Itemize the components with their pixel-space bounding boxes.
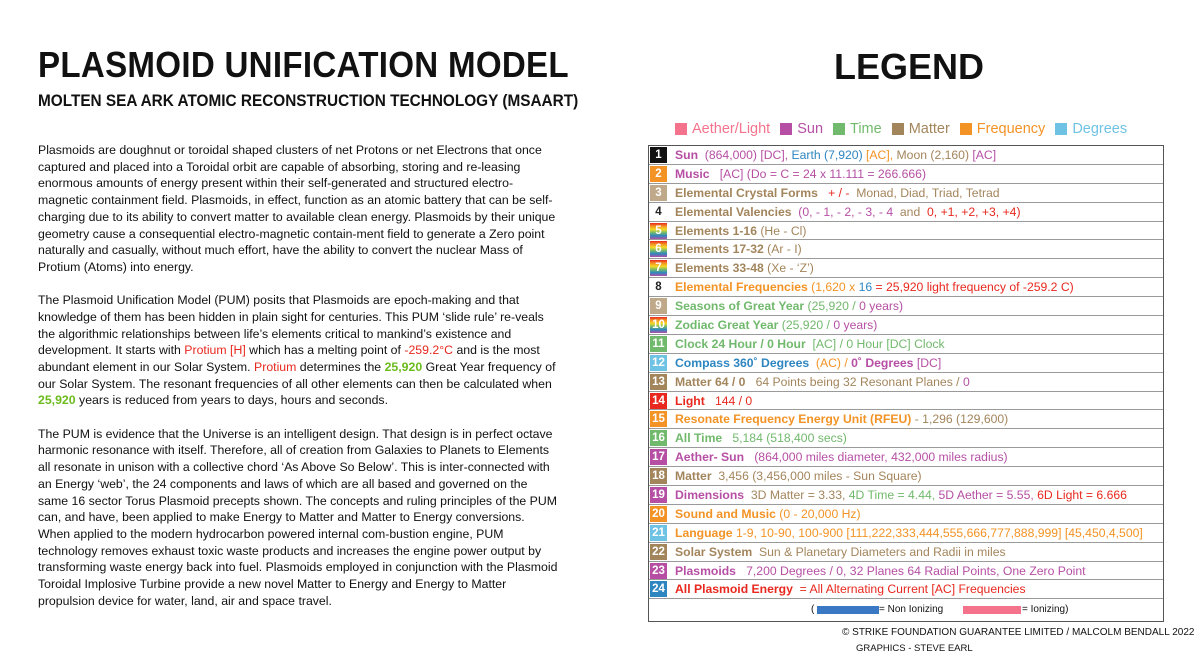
color-swatch [780, 123, 792, 135]
row-number-badge: 9 [650, 298, 667, 314]
row-text-segment: (25,920 / [804, 299, 860, 314]
legend-row [649, 316, 1163, 335]
row-text-segment: Clock 24 Hour / 0 Hour [675, 336, 806, 351]
row-text-segment: [DC] [913, 355, 942, 370]
row-text-segment: and [899, 204, 928, 219]
row-text-segment: (864,000 miles diameter, 432,000 miles radius) [744, 450, 1008, 465]
row-text-segment: [AC] [972, 148, 997, 162]
highlight-great-year: 25,920 [384, 360, 423, 375]
row-number-badge: 19 [650, 487, 667, 503]
legend-row [649, 543, 1163, 562]
row-number-badge: 22 [650, 544, 667, 560]
legend-key-item [1055, 121, 1127, 137]
row-number-badge: 13 [650, 374, 667, 390]
paragraph-3: The PUM is evidence that the Universe is an intelligent design. That design is in perfect octave harmonic resonance with itself. Therefore, all of creation from Galaxies to Planets to Elements all resonate in unison with a collective chord ‘As Above So Below’. This is inter-connected with an Energy ‘web’, the 24 components and laws of which are all based and governed on the same 16 sector Torus Plasmoid precepts shown. The concepts and ruling principles of the PUM can, and have, been applied to make Energy to Matter and Matter to Energy conversions. When applied to the modern hydrocarbon powered internal com-bustion engine, PUM technology removes exhaust toxic waste products and increases the engine power output by transforming waste energy back into fuel. Plasmoids employed in conjunction with the Plasmoid Toroidal Implosive Turbine provide a new novel Matter to Energy and Energy to Matter propulsion device for water, land, air and space travel. [38, 426, 558, 608]
legend-row [649, 448, 1163, 467]
legend-row [649, 240, 1163, 259]
legend-row [649, 410, 1163, 429]
row-text-segment: (1,620 x [807, 280, 859, 295]
color-swatch [960, 123, 972, 135]
row-number-badge: 18 [650, 468, 667, 484]
row-text-segment: (AC) / [809, 355, 852, 370]
row-text-segment: (25,920 / [778, 318, 834, 333]
row-text [675, 429, 847, 447]
non-ionizing-swatch [817, 606, 879, 614]
row-text-segment: (0 - 20,000 Hz) [775, 506, 861, 521]
text-run: and is the most abundant element in our Solar System. [38, 343, 540, 375]
non-ionizing-label: = Non Ionizing [879, 604, 944, 616]
row-text-segment: All Time [675, 431, 723, 446]
row-text-segment: Moon (2,160) [896, 148, 973, 162]
row-text [675, 240, 802, 258]
legend-key-item [833, 121, 882, 137]
row-text-segment: Resonate Frequency Energy Unit (RFEU) [675, 412, 912, 427]
row-text-segment: 5,184 (518,400 secs) [722, 431, 847, 446]
row-number-badge: 20 [650, 506, 667, 522]
row-text-segment: Music [675, 166, 710, 181]
legend-row [649, 335, 1163, 354]
row-text [675, 297, 903, 315]
highlight-temperature: -259.2°C [404, 343, 454, 358]
row-text-segment: 3D Matter = 3.33, [744, 488, 849, 503]
row-text-segment: Elements 33-48 [675, 261, 764, 276]
row-number-badge: 4 [650, 204, 667, 220]
text-run: which has a melting point of [245, 343, 405, 358]
row-text [675, 165, 926, 183]
legend-key-item [892, 121, 950, 137]
footer-open-paren: ( [811, 604, 815, 616]
highlight-protium-h: Protium [H] [184, 343, 246, 358]
color-swatch [833, 123, 845, 135]
row-text-segment: (0, - 1, - 2, - 3, - 4 [791, 204, 900, 219]
row-text-segment: Earth (7,920) [791, 148, 867, 162]
legend-key-item [675, 121, 770, 137]
row-number-badge: 7 [650, 260, 667, 276]
legend-key-label: Frequency [976, 121, 1046, 137]
row-text-segment: Monad, Diad, Triad, Tetrad [856, 185, 1000, 200]
legend-row [649, 297, 1163, 316]
row-text [675, 184, 1000, 202]
row-text-segment: 1-9, 10-90, 100-900 [111,222,333,444,555,666,777,888,999] [45,450,4,500] [732, 525, 1143, 540]
color-swatch [675, 123, 687, 135]
row-number-badge: 5 [650, 223, 667, 239]
legend-row [649, 562, 1163, 581]
row-text [675, 505, 861, 523]
row-text [675, 335, 945, 353]
row-text-segment: 64 Points being 32 Resonant Planes / [745, 374, 963, 389]
legend-row [649, 580, 1163, 599]
row-text [675, 354, 941, 372]
row-text [675, 448, 1008, 466]
legend-key-label: Sun [797, 121, 824, 137]
legend-row [649, 222, 1163, 241]
row-text-segment: 0, +1, +2, +3, +4) [927, 204, 1021, 219]
row-text [675, 222, 806, 240]
row-text-segment: Light [675, 393, 705, 408]
row-number-badge: 1 [650, 147, 667, 163]
legend-row [649, 146, 1163, 165]
row-number-badge: 8 [650, 279, 667, 295]
ionizing-label: = Ionizing) [1022, 604, 1069, 616]
row-text-segment: 144 / 0 [704, 393, 753, 408]
row-number-badge: 6 [650, 241, 667, 257]
row-text-segment: (864,000) [DC], [698, 148, 792, 162]
page-title: PLASMOID UNIFICATION MODEL [38, 44, 569, 85]
row-text [675, 486, 1127, 504]
row-text [675, 562, 1086, 580]
highlight-great-year-2: 25,920 [38, 393, 76, 408]
legend-row [649, 203, 1163, 222]
row-text-segment: Elemental Valencies [675, 204, 792, 219]
row-text-segment: Zodiac Great Year [675, 318, 779, 333]
row-number-badge: 10 [650, 317, 667, 333]
row-number-badge: 11 [650, 336, 667, 352]
row-text-segment: 0 years) [859, 299, 904, 314]
legend-row [649, 392, 1163, 411]
row-text [675, 410, 1008, 428]
row-text-segment: Elemental Crystal Forms [675, 185, 818, 200]
row-text-segment: Solar System [675, 544, 753, 559]
row-text-segment: Elemental Frequencies [675, 280, 808, 295]
row-number-badge: 12 [650, 355, 667, 371]
row-text-segment: 0˚ Degrees [851, 355, 914, 370]
legend-row [649, 373, 1163, 392]
row-number-badge: 23 [650, 563, 667, 579]
row-text-segment: Sun & Planetary Diameters and Radii in miles [752, 544, 1006, 559]
ionizing-key-row [649, 599, 1163, 621]
legend-row [649, 429, 1163, 448]
row-text [675, 316, 877, 334]
row-text [675, 467, 922, 485]
legend-key-label: Time [850, 121, 882, 137]
row-text-segment: 6D Light = 6.666 [1037, 488, 1127, 503]
row-text [675, 373, 970, 391]
text-run: The Plasmoid Unification Model (PUM) posits that Plasmoids are epoch-making and that knowledge of them has been hidden in plain sight for centuries. This PUM ‘slide rule’ re-veals the algorithmic relationships between life’s elements critical to mankind’s existence and development. It starts with [38, 293, 544, 358]
legend-key-label: Matter [908, 121, 950, 137]
row-text-segment: [AC], [866, 148, 897, 162]
row-text-segment: (Ar - I) [763, 242, 802, 257]
body-text [38, 142, 558, 626]
row-text-segment: - 1,296 (129,600) [911, 412, 1009, 427]
row-text [675, 146, 996, 164]
row-text-segment: Sound and Music [675, 506, 776, 521]
row-text [675, 203, 1021, 221]
text-run: years is reduced from years to days, hours and seconds. [75, 393, 388, 408]
legend-row [649, 524, 1163, 543]
legend-key-item [960, 121, 1046, 137]
row-text-segment: Matter [675, 469, 712, 484]
legend-key-label: Degrees [1072, 121, 1128, 137]
legend-row [649, 505, 1163, 524]
row-text [675, 543, 1006, 561]
row-text-segment: 0 years) [833, 318, 878, 333]
row-text-segment: 16 [858, 280, 873, 295]
row-text-segment: Plasmoids [675, 563, 736, 578]
row-text-segment: Sun [675, 148, 699, 162]
row-number-badge: 16 [650, 430, 667, 446]
row-number-badge: 3 [650, 185, 667, 201]
row-text-segment: + / - [817, 185, 857, 200]
legend-row [649, 259, 1163, 278]
row-text [675, 259, 814, 277]
legend-key-item [780, 121, 823, 137]
paragraph-1: Plasmoids are doughnut or toroidal shaped clusters of net Protons or net Electrons that once captured and placed into a Toroidal orbit are capable of absorbing, storing and re-leasing enormous amounts of energy present within their self-generated and structured electro-magnetic containment field. Plasmoids, in effect, function as an atomic battery that can be self-charging due to its ability to convert matter to available clean energy. Plasmoids by their unique geometry cause a consequential electro-magnetic contain-ment field to generate a Zero point naturally and casually, without much effort, have the ability to convert the nuclear Mass of Protium (Atoms) into energy. [38, 143, 556, 274]
row-text-segment: Compass 360˚ Degrees [675, 355, 810, 370]
row-text-segment: [AC] / 0 Hour [DC] Clock [805, 336, 945, 351]
row-text-segment: [AC] (Do = C = 24 x 11.111 = 266.666) [709, 166, 926, 181]
row-text-segment: (He - Cl) [756, 223, 807, 238]
row-number-badge: 21 [650, 525, 667, 541]
text-run: Great Year frequency of our Solar System. The resonant frequencies of all other elements can then be calculated when [38, 360, 556, 391]
row-text-segment: = 25,920 light frequency of -259.2 C) [872, 280, 1074, 295]
row-number-badge: 14 [650, 393, 667, 409]
graphics-credit: GRAPHICS - STEVE EARL [856, 643, 973, 654]
color-swatch [1055, 123, 1067, 135]
row-text-segment: (Xe - ‘Z’) [763, 261, 814, 276]
row-text [675, 278, 1074, 296]
legend-row [649, 467, 1163, 486]
row-text-segment: Elements 17-32 [675, 242, 764, 257]
row-number-badge: 2 [650, 166, 667, 182]
row-number-badge: 15 [650, 411, 667, 427]
color-swatch [892, 123, 904, 135]
legend-table [648, 145, 1164, 622]
row-text-segment: Language [675, 525, 733, 540]
row-text-segment: Aether- Sun [675, 450, 745, 465]
row-text-segment: Seasons of Great Year [675, 299, 805, 314]
page-subtitle: MOLTEN SEA ARK ATOMIC RECONSTRUCTION TECHNOLOGY (MSAART) [38, 92, 579, 110]
row-text [675, 392, 752, 410]
row-number-badge: 17 [650, 449, 667, 465]
legend-key-label: Aether/Light [692, 121, 771, 137]
legend-key [675, 121, 1137, 137]
highlight-protium: Protium [254, 360, 297, 375]
row-text-segment: = All Alternating Current [AC] Frequencies [792, 582, 1026, 597]
row-text-segment: Elements 1-16 [675, 223, 757, 238]
legend-row [649, 165, 1163, 184]
text-run: determines the [296, 360, 385, 375]
legend-row [649, 278, 1163, 297]
paragraph-2 [38, 292, 558, 409]
row-text-segment: 0 [962, 374, 970, 389]
row-text-segment: 5D Aether = 5.55, [938, 488, 1038, 503]
row-text-segment: Matter 64 / 0 [675, 374, 746, 389]
legend-row [649, 354, 1163, 373]
row-text-segment: 4D Time = 4.44, [848, 488, 939, 503]
legend-row [649, 486, 1163, 505]
copyright-notice: © STRIKE FOUNDATION GUARANTEE LIMITED / MALCOLM BENDALL 2022 [842, 627, 1195, 638]
ionizing-swatch [963, 606, 1021, 614]
legend-row [649, 184, 1163, 203]
row-text-segment: Dimensions [675, 488, 745, 503]
row-text [675, 580, 1026, 598]
row-number-badge: 24 [650, 581, 667, 597]
row-text-segment: 7,200 Degrees / 0, 32 Planes 64 Radial Points, One Zero Point [735, 563, 1086, 578]
row-text-segment: 3,456 (3,456,000 miles - Sun Square) [711, 469, 922, 484]
row-text [675, 524, 1143, 542]
legend-title: LEGEND [834, 46, 985, 87]
row-text-segment: All Plasmoid Energy [675, 582, 793, 597]
